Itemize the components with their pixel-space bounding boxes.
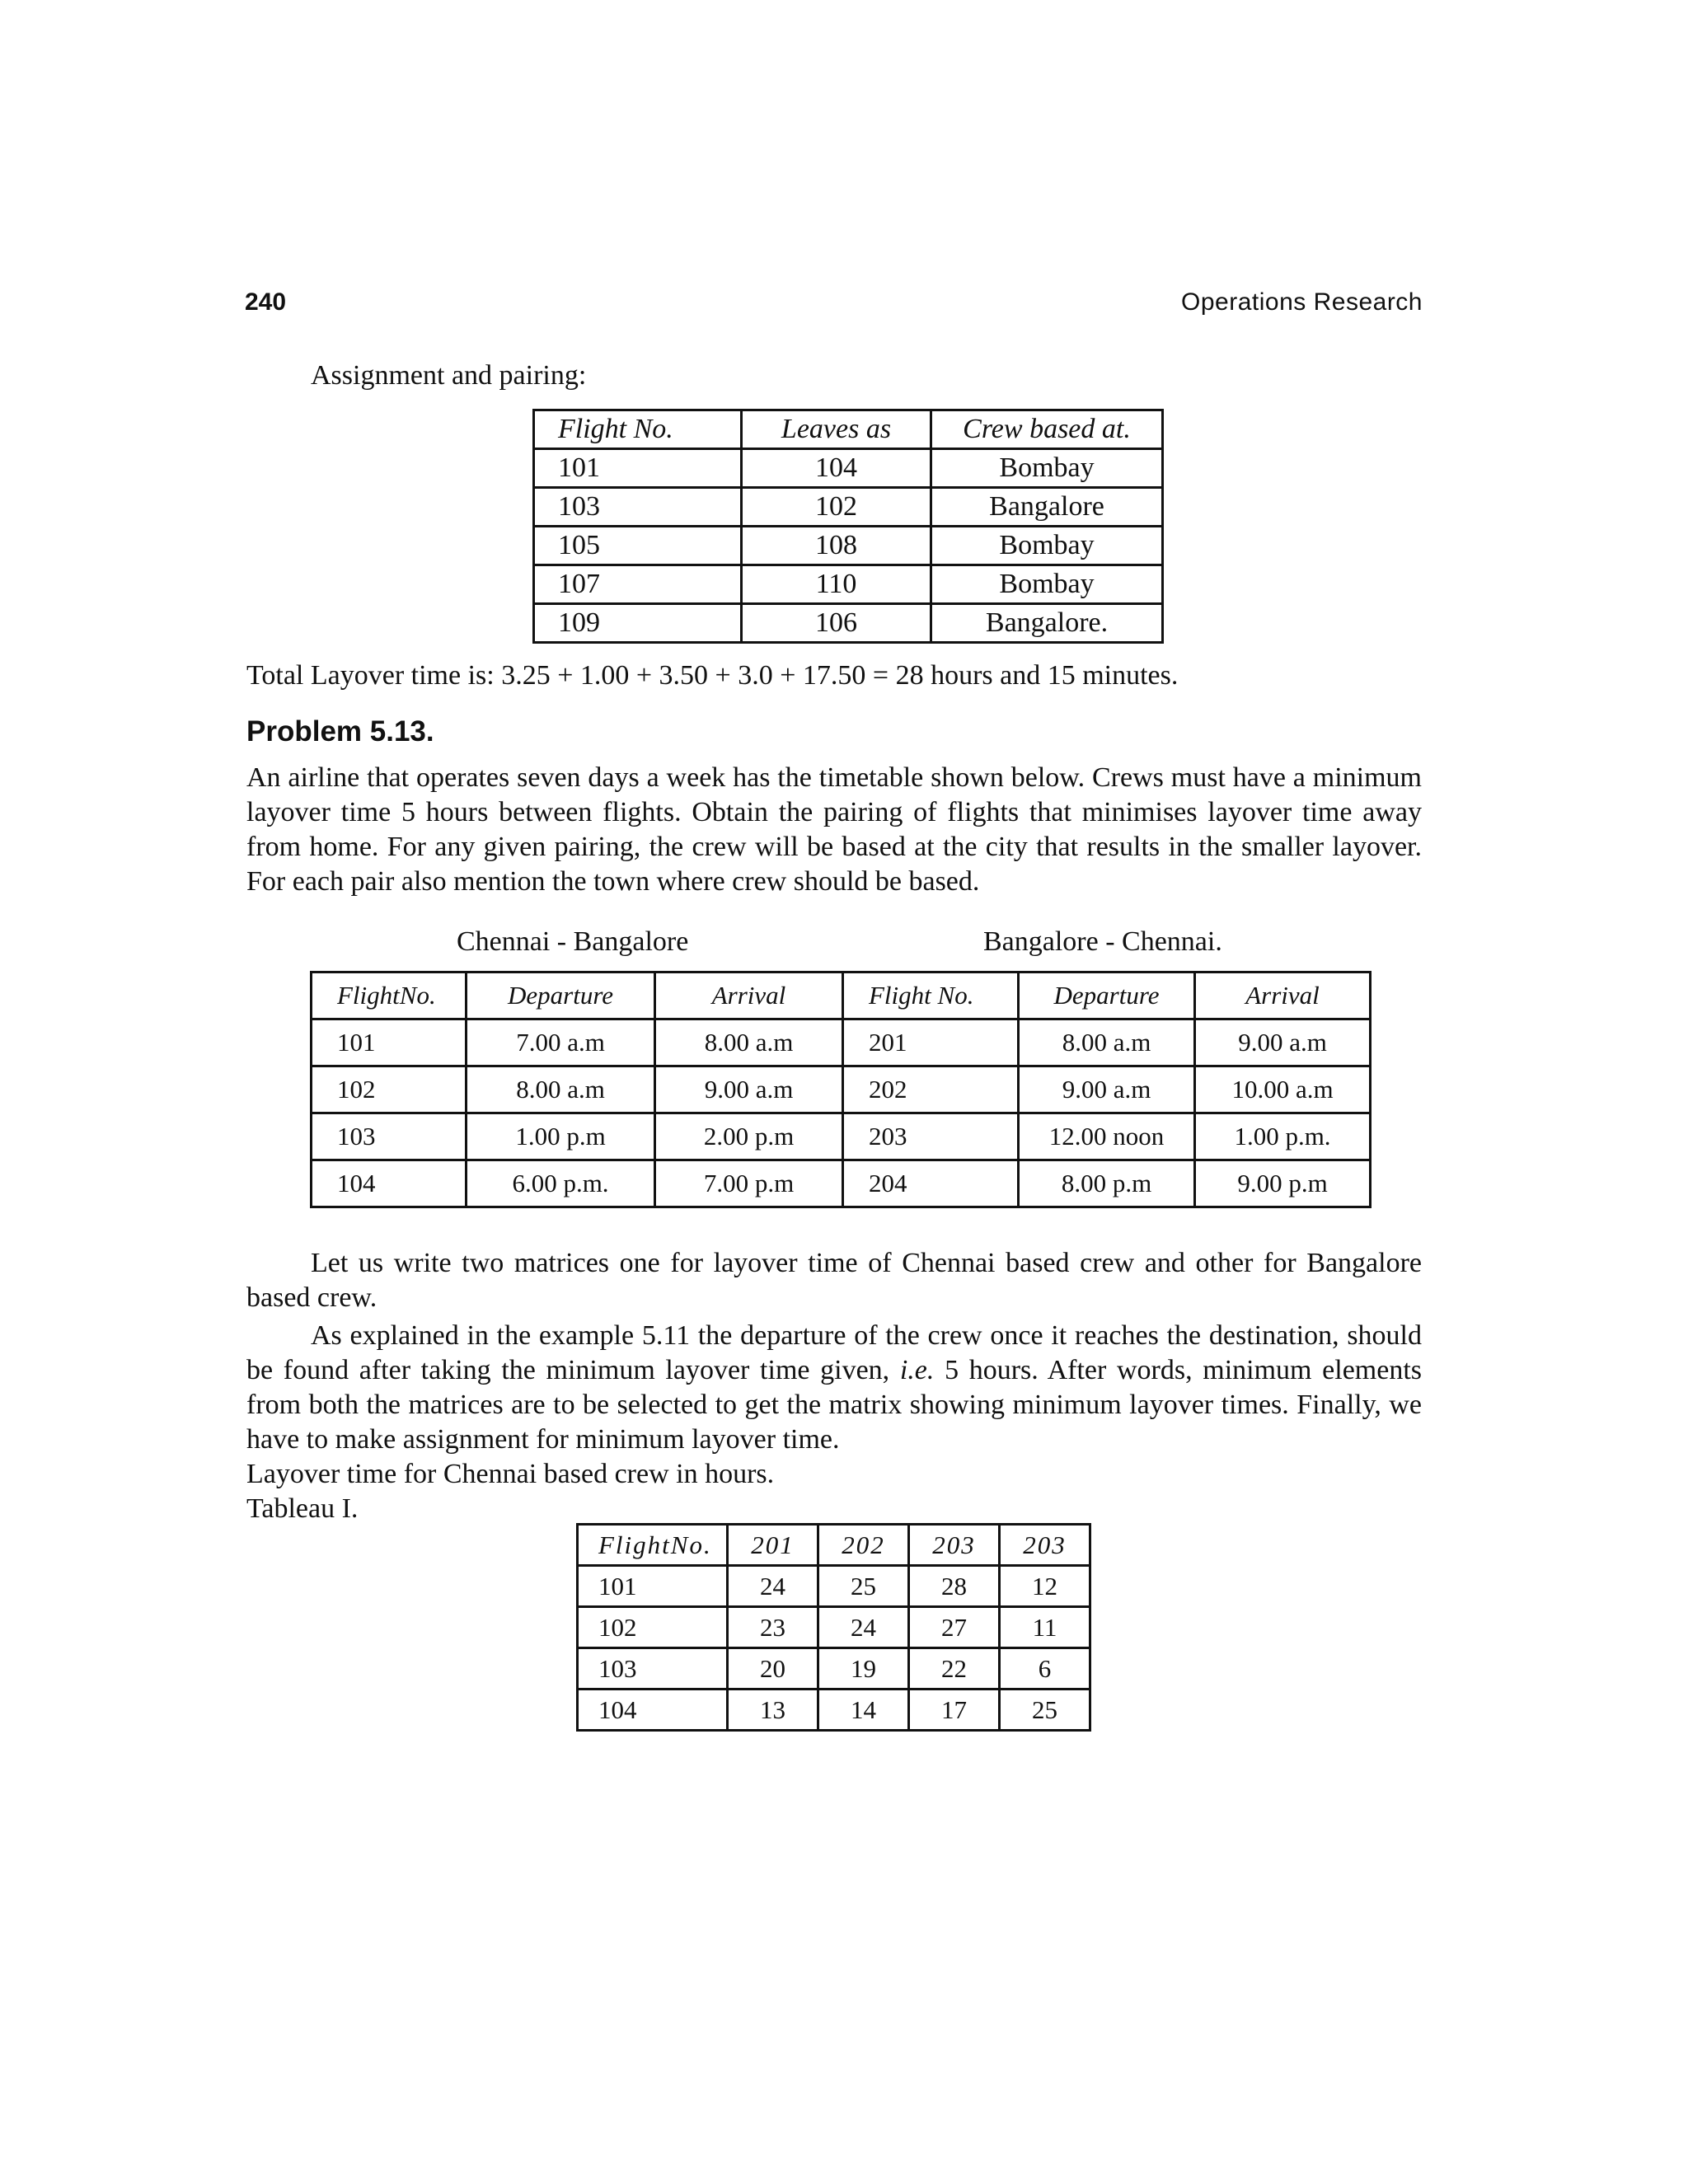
- column-header: FlightNo.: [578, 1525, 728, 1566]
- table-cell: 102: [578, 1607, 728, 1648]
- assignment-table: [532, 409, 1164, 644]
- assignment-heading: Assignment and pairing:: [311, 360, 587, 391]
- layover-caption: Layover time for Chennai based crew in hours.: [246, 1459, 775, 1489]
- tableau-caption: Tableau I.: [246, 1493, 359, 1524]
- table-cell: 17: [909, 1690, 1000, 1731]
- table-cell: 8.00 a.m: [467, 1066, 655, 1113]
- table-cell: 203: [843, 1113, 1019, 1160]
- table-cell: 107: [534, 565, 742, 604]
- table-cell: 28: [909, 1566, 1000, 1607]
- table-cell: 19: [818, 1648, 909, 1690]
- paragraph-explanation: [246, 1319, 1422, 1457]
- column-header: Arrival: [1195, 972, 1371, 1019]
- table-cell: 24: [818, 1607, 909, 1648]
- table-row: [534, 449, 1163, 488]
- table-cell: 108: [742, 527, 931, 565]
- table-cell: 9.00 p.m: [1195, 1160, 1371, 1207]
- table-cell: 101: [534, 449, 742, 488]
- table-cell: 22: [909, 1648, 1000, 1690]
- problem-statement: An airline that operates seven days a week has the timetable shown below. Crews must have a minimum layover time 5 hours between flights. Obtain the pairing of flights that minimises layover time away from home. For any given pairing, the crew will be based at the city that results in the smaller layover. For each pair also mention the town where crew should be based.: [246, 762, 1422, 897]
- page-number: 240: [245, 288, 287, 316]
- table-cell: 20: [728, 1648, 818, 1690]
- table-cell: 104: [312, 1160, 467, 1207]
- table-row: [578, 1607, 1090, 1648]
- table-cell: 9.00 a.m: [1019, 1066, 1195, 1113]
- route-label-left: Chennai - Bangalore: [457, 926, 689, 957]
- paragraph-matrices: Let us write two matrices one for layover time of Chennai based crew and other for Bangalore based crew.: [246, 1248, 1422, 1313]
- timetable-table: [310, 971, 1372, 1208]
- table-row: [534, 527, 1163, 565]
- table-cell: 13: [728, 1690, 818, 1731]
- column-header: 202: [818, 1525, 909, 1566]
- column-header: Flight No.: [534, 410, 742, 449]
- table-cell: 9.00 a.m: [655, 1066, 843, 1113]
- paragraph-text-italic: i.e.: [899, 1355, 935, 1385]
- table-cell: 109: [534, 604, 742, 643]
- table-header-row: [578, 1525, 1090, 1566]
- table-row: [312, 1160, 1371, 1207]
- table-row: [312, 1019, 1371, 1066]
- column-header: 203: [1000, 1525, 1090, 1566]
- table-cell: Bangalore: [931, 488, 1163, 527]
- table-cell: 102: [742, 488, 931, 527]
- column-header: Departure: [1019, 972, 1195, 1019]
- table-row: [534, 488, 1163, 527]
- table-cell: 12.00 noon: [1019, 1113, 1195, 1160]
- table-cell: 103: [578, 1648, 728, 1690]
- table-row: [312, 1066, 1371, 1113]
- table-cell: 204: [843, 1160, 1019, 1207]
- column-header: Leaves as: [742, 410, 931, 449]
- column-header: 203: [909, 1525, 1000, 1566]
- table-cell: 104: [742, 449, 931, 488]
- table-cell: 24: [728, 1566, 818, 1607]
- table-cell: Bangalore.: [931, 604, 1163, 643]
- column-header: Departure: [467, 972, 655, 1019]
- table-cell: 25: [1000, 1690, 1090, 1731]
- table-cell: 11: [1000, 1607, 1090, 1648]
- table-cell: 27: [909, 1607, 1000, 1648]
- table-cell: 8.00 a.m: [1019, 1019, 1195, 1066]
- total-layover-line: Total Layover time is: 3.25 + 1.00 + 3.50 + 3.0 + 17.50 = 28 hours and 15 minutes.: [246, 660, 1179, 691]
- route-label-right: Bangalore - Chennai.: [983, 926, 1222, 957]
- table-cell: 1.00 p.m: [467, 1113, 655, 1160]
- table-cell: 201: [843, 1019, 1019, 1066]
- table-row: [312, 1113, 1371, 1160]
- table-cell: Bombay: [931, 449, 1163, 488]
- column-header: FlightNo.: [312, 972, 467, 1019]
- table-cell: 10.00 a.m: [1195, 1066, 1371, 1113]
- table-cell: Bombay: [931, 527, 1163, 565]
- table-row: [578, 1566, 1090, 1607]
- table-cell: 25: [818, 1566, 909, 1607]
- table-cell: Bombay: [931, 565, 1163, 604]
- table-cell: 103: [312, 1113, 467, 1160]
- layover-matrix-table: [576, 1523, 1091, 1732]
- running-title: Operations Research: [1181, 288, 1423, 316]
- table-cell: 6: [1000, 1648, 1090, 1690]
- table-cell: 1.00 p.m.: [1195, 1113, 1371, 1160]
- table-cell: 110: [742, 565, 931, 604]
- table-cell: 104: [578, 1690, 728, 1731]
- table-cell: 101: [312, 1019, 467, 1066]
- table-cell: 202: [843, 1066, 1019, 1113]
- table-cell: 8.00 a.m: [655, 1019, 843, 1066]
- table-row: [578, 1648, 1090, 1690]
- table-cell: 9.00 a.m: [1195, 1019, 1371, 1066]
- column-header: Arrival: [655, 972, 843, 1019]
- table-row: [534, 565, 1163, 604]
- table-row: [578, 1690, 1090, 1731]
- table-row: [534, 604, 1163, 643]
- table-cell: 2.00 p.m: [655, 1113, 843, 1160]
- table-cell: 102: [312, 1066, 467, 1113]
- table-cell: 8.00 p.m: [1019, 1160, 1195, 1207]
- table-cell: 7.00 a.m: [467, 1019, 655, 1066]
- table-cell: 106: [742, 604, 931, 643]
- column-header: Flight No.: [843, 972, 1019, 1019]
- table-cell: 103: [534, 488, 742, 527]
- problem-heading: Problem 5.13.: [246, 715, 434, 748]
- table-cell: 23: [728, 1607, 818, 1648]
- table-cell: 14: [818, 1690, 909, 1731]
- paragraph-text: 5 hours. After words, minimum elements from both the matrices are to be selected to get the matrix showing minimum layover times. Finally, we have to make assignment for minimum layover time.: [246, 1355, 1422, 1455]
- table-cell: 7.00 p.m: [655, 1160, 843, 1207]
- column-header: 201: [728, 1525, 818, 1566]
- table-cell: 105: [534, 527, 742, 565]
- table-cell: 101: [578, 1566, 728, 1607]
- table-cell: 12: [1000, 1566, 1090, 1607]
- table-header-row: [312, 972, 1371, 1019]
- table-header-row: [534, 410, 1163, 449]
- table-cell: 6.00 p.m.: [467, 1160, 655, 1207]
- paragraph-text: As explained in the example 5.11 the departure of the crew once it reaches the destination, should be found after taking the minimum layover time given,: [246, 1320, 1422, 1385]
- column-header: Crew based at.: [931, 410, 1163, 449]
